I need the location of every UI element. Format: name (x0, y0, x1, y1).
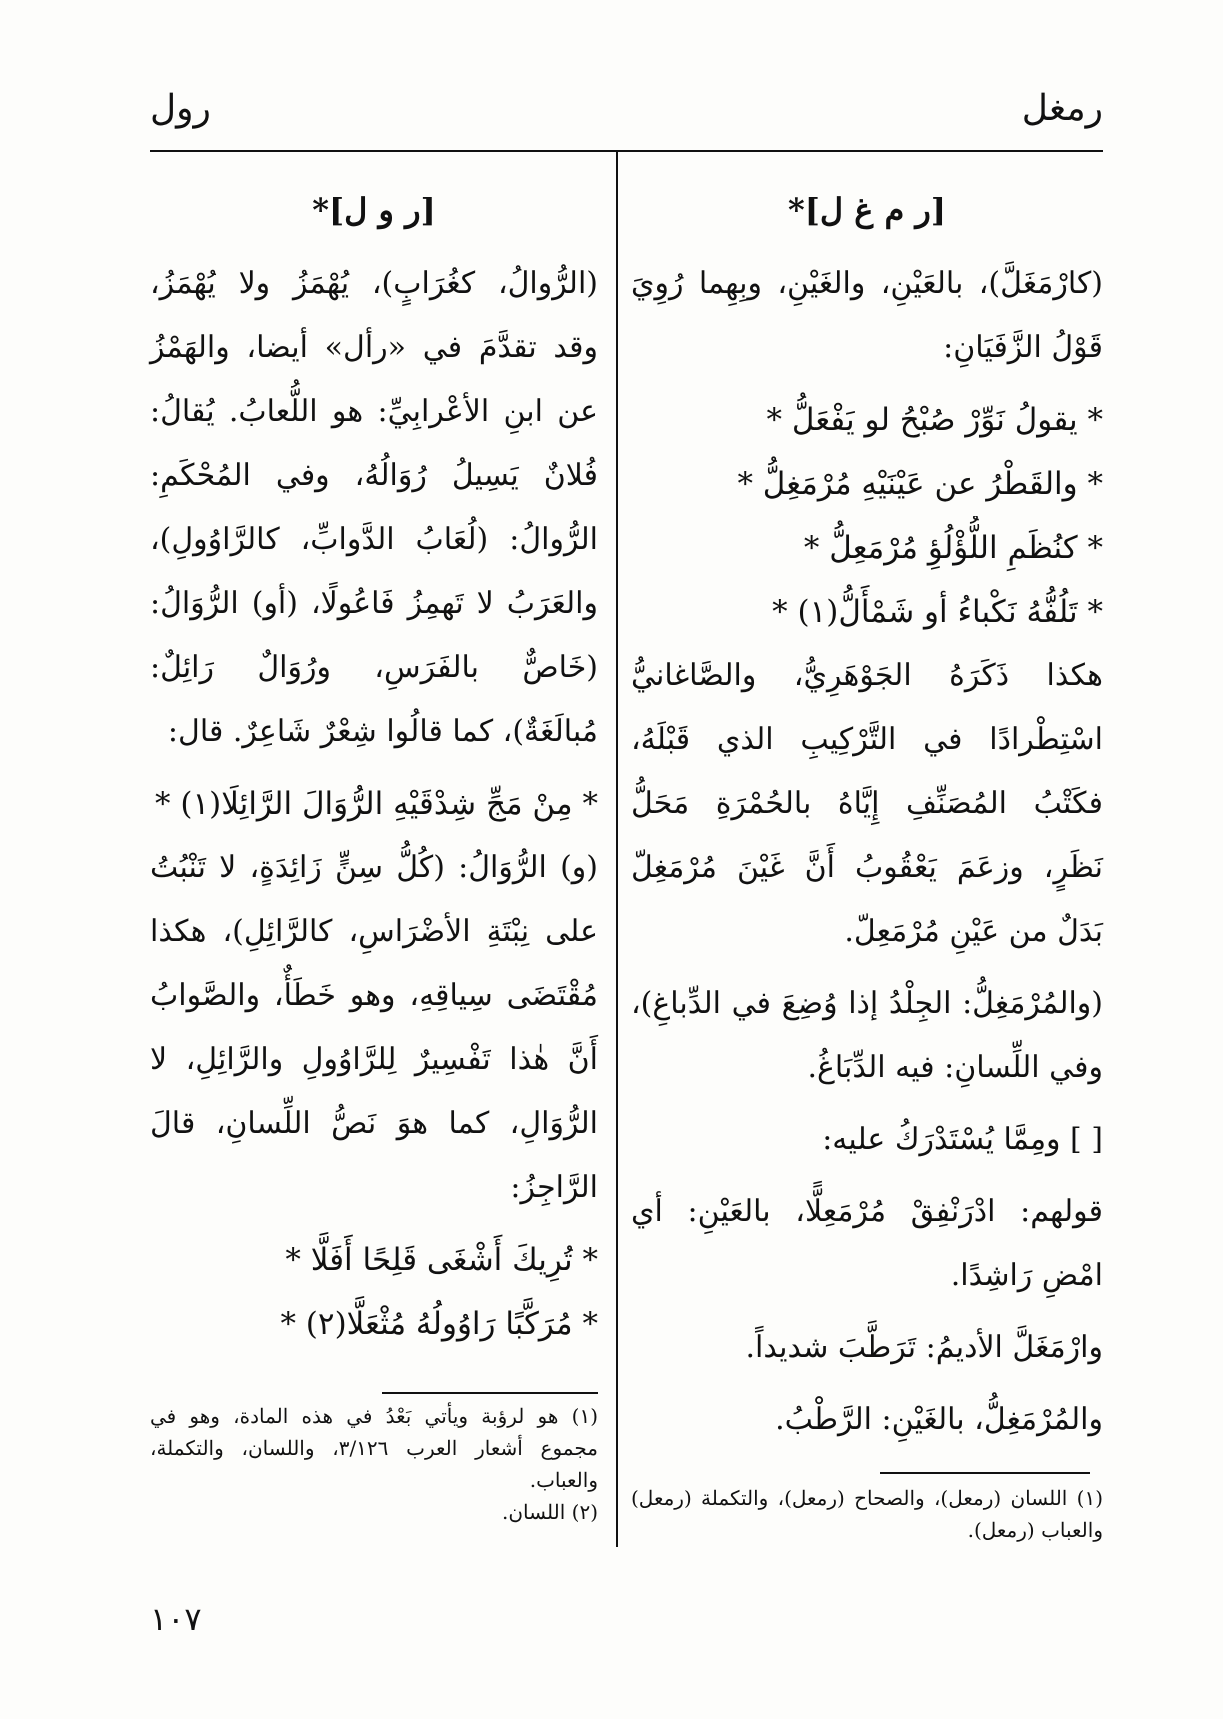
verse-line: * والقَطْرُ عن عَيْنَيْهِ مُرْمَغِلُّ * (737, 466, 1103, 502)
paragraph: (الرُّوالُ، كغُرَابٍ)، يُهْمَزُ ولا يُهْمَزُ، وقد تقدَّمَ في «رأل» أيضا، والهَمْزُ عن ابنِ الأعْرابِيِّ: هو اللُّعابُ. يُقالُ: فُلانٌ يَسِيلُ رُوَالُهُ، وفي المُحْكَمِ: الرُّوالُ: (لُعَابُ الدَّوابِّ، كالرَّاوُولِ)، والعَرَبُ لا تَهمِزُ فَاعُولًا، (أو) الرُّوَالُ: (خَاصٌّ بالفَرَسِ، ورُوَالٌ رَائِلٌ: مُبالَغَةٌ)، كما قالُوا شِعْرٌ شَاعِرٌ. قال: (150, 266, 598, 749)
running-head-left: رول (150, 88, 211, 129)
verse-line: * مِنْ مَجِّ شِدْقَيْهِ الرُّوَالَ الرَّائِلَا(١) * (154, 786, 598, 822)
page-number: ١٠٧ (150, 1600, 202, 1638)
header-rule (150, 150, 1103, 152)
paragraph: (كارْمَغَلَّ)، بالعَيْنِ، والغَيْنِ، وبِهِما رُوِيَ قَوْلُ الزَّفَيَانِ: (631, 266, 1103, 365)
footnote: (١) اللسان (رمعل)، والصحاح (رمعل)، والتكملة (رمعل) والعباب (رمعل). (631, 1486, 1103, 1542)
footnote-rule (382, 1392, 598, 1394)
running-head-right: رمغل (1021, 88, 1103, 129)
entry-heading: [ر م غ ل]* (787, 191, 947, 229)
paragraph: [ ] ومِمَّا يُسْتَدْرَكُ عليه: (822, 1122, 1103, 1157)
left-column (150, 178, 598, 1356)
column-divider (616, 152, 618, 1547)
verse-line: * تُرِيكَ أَشْغَى قَلِحًا أَفَلَّا * (285, 1242, 598, 1278)
paragraph: (والمُرْمَغِلُّ: الجِلْدُ إذا وُضِعَ في الدِّباغِ)، وفي اللِّسانِ: فيه الدِّبَاغُ. (631, 986, 1103, 1085)
footnotes-left (150, 1400, 598, 1528)
paragraph: وارْمَغَلَّ الأديمُ: تَرَطَّبَ شديداً. (745, 1330, 1103, 1365)
verse-line: * كنُظَمِ اللُّؤْلُؤِ مُرْمَعِلُّ * (803, 530, 1103, 566)
footnote: (١) هو لرؤبة ويأتي بَعْدُ في هذه المادة، وهو في مجموع أشعار العرب ٣/١٢٦، واللسان، والتكملة، والعباب. (150, 1404, 598, 1492)
paragraph: هكذا ذَكَرَهُ الجَوْهَرِيُّ، والصَّاغانيُّ اسْتِطْرادًا في التَّرْكِيبِ الذي قَبْلَهُ، فكَتْبُ المُصَنِّفِ إِيَّاهُ بالحُمْرَةِ مَحَلُّ نَظَرٍ، وزعَمَ يَعْقُوبُ أَنَّ غَيْنَ مُرْمَغِلّ بَدَلٌ من عَيْنِ مُرْمَعِلّ. (631, 658, 1103, 949)
paragraph: (و) الرُّوَالُ: (كُلُّ سِنٍّ زَائِدَةٍ، لا تَنْبُتُ على نِبْتَةِ الأضْرَاسِ، كالرَّائِلِ)، هكذا مُقْتَضَى سِياقِهِ، وهو خَطَأٌ، والصَّوابُ أَنَّ هٰذا تَفْسِيرٌ لِلرَّاوُولِ والرَّائِلِ، لا الرُّوَالِ، كما هوَ نَصُّ اللِّسانِ، قالَ الرَّاجِزُ: (150, 850, 598, 1205)
footnotes-right (631, 1482, 1103, 1546)
paragraph: والمُرْمَغِلُّ، بالغَيْنِ: الرَّطْبُ. (775, 1402, 1103, 1437)
right-column (631, 178, 1103, 1460)
entry-heading: [ر و ل]* (312, 191, 436, 229)
footnote-rule (880, 1472, 1090, 1474)
paragraph: قولهم: ادْرَنْفِقْ مُرْمَعِلًّا، بالعَيْنِ: أي امْضِ رَاشِدًا. (631, 1194, 1103, 1293)
footnote: (٢) اللسان. (502, 1500, 598, 1524)
verse-line: * يقولُ نَوِّرْ صُبْحُ لو يَفْعَلُّ * (766, 402, 1103, 438)
verse-line: * تَلُفُّهُ نَكْباءُ أو شَمْأَلُّ(١) * (772, 594, 1103, 630)
verse-line: * مُرَكَّبًا رَاوُولُهُ مُثْعَلَّا(٢) * (280, 1306, 598, 1342)
